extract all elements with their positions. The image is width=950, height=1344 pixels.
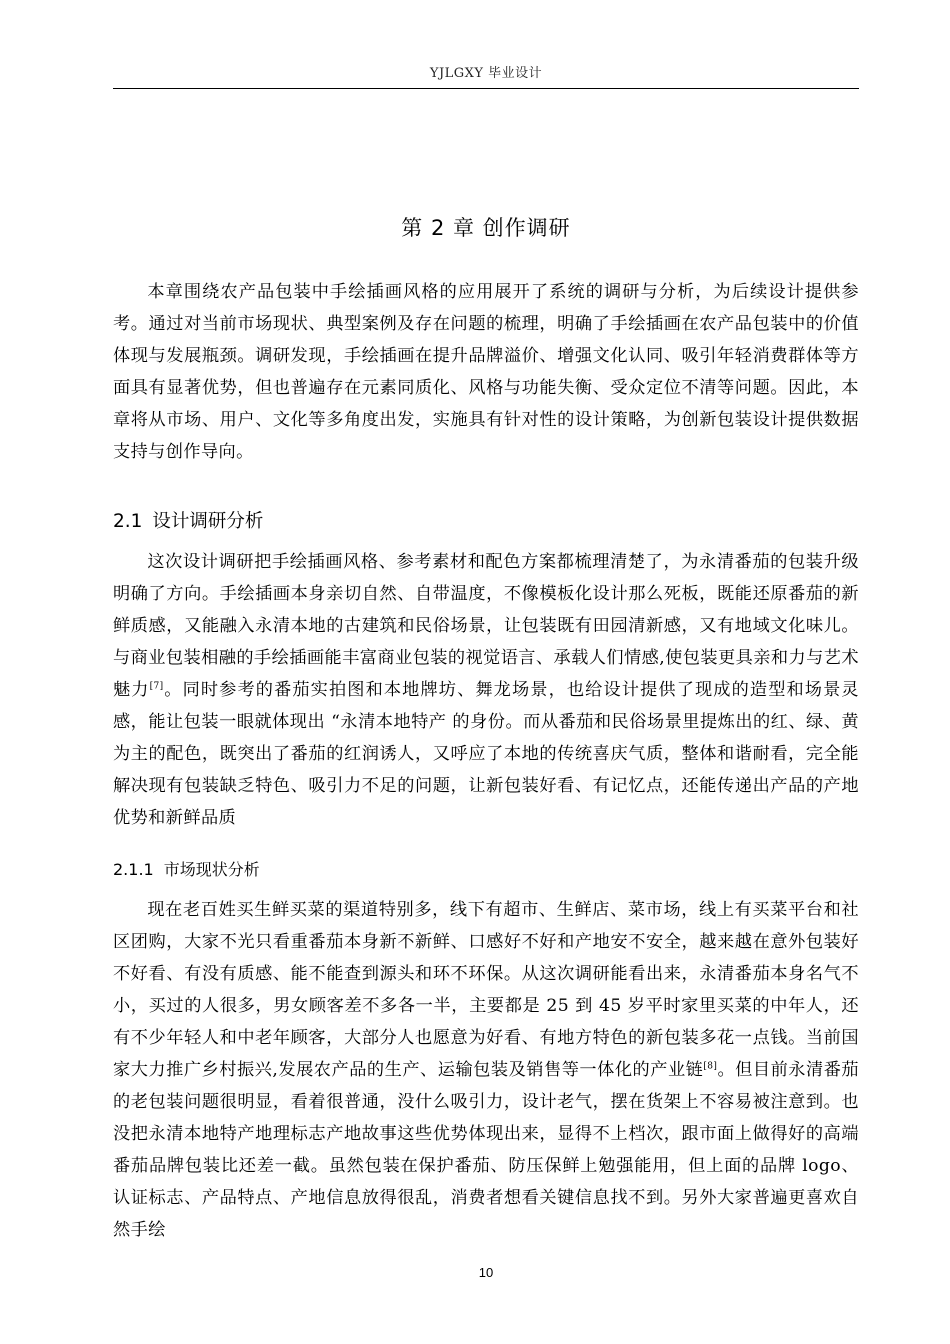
- design-research-paragraph: [113, 546, 859, 834]
- subsection-title: 市场现状分析: [163, 860, 260, 879]
- running-header: YJLGXY 毕业设计: [429, 66, 543, 81]
- paragraph-text: 现在老百姓买生鲜买菜的渠道特别多，线下有超市、生鲜店、菜市场，线上有买菜平台和社区团购，大家不光只看重番茄本身新不新鲜、口感好不好和产地安不安全，越来越在意外包装好不好看、有没有质感、能不能查到源头和环不环保。从这次调研能看出来，永清番茄本身名气不小，买过的人很多，男女顾客差不多各一半，主要都是 25 到 45 岁平时家里买菜的中年人，还有不少年轻人和中老年顾客，大部分人也愿意为好看、有地方特色的新包装多花一点钱。当前国家大力推广乡村振兴,发展农产品的生产、运输包装及销售等一体化的产业链: [113, 900, 859, 1080]
- section-heading-2-1: [113, 507, 263, 533]
- section-heading-2-1-1: [113, 857, 260, 880]
- page-number: 10: [478, 1265, 494, 1280]
- citation-mark: [8]: [703, 1061, 718, 1072]
- header-divider: [113, 88, 859, 89]
- citation-mark: [7]: [149, 681, 164, 692]
- chapter-title: 第 2 章 创作调研: [401, 216, 571, 240]
- paragraph-text: 这次设计调研把手绘插画风格、参考素材和配色方案都梳理清楚了，为永清番茄的包装升级明确了方向。手绘插画本身亲切自然、自带温度，不像模板化设计那么死板，既能还原番茄的新鲜质感，又能融入永清本地的古建筑和民俗场景，让包装既有田园清新感，又有地域文化味儿。与商业包装相融的手绘插画能丰富商业包装的视觉语言、承载人们情感,使包装更具亲和力与艺术魅力: [113, 552, 859, 700]
- intro-paragraph: 本章围绕农产品包装中手绘插画风格的应用展开了系统的调研与分析，为后续设计提供参考。通过对当前市场现状、典型案例及存在问题的梳理，明确了手绘插画在农产品包装中的价值体现与发展瓶颈。调研发现，手绘插画在提升品牌溢价、增强文化认同、吸引年轻消费群体等方面具有显著优势，但也普遍存在元素同质化、风格与功能失衡、受众定位不清等问题。因此，本章将从市场、用户、文化等多角度出发，实施具有针对性的设计策略，为创新包装设计提供数据支持与创作导向。: [113, 282, 859, 462]
- market-analysis-paragraph: [113, 894, 859, 1246]
- subsection-number: 2.1.1: [113, 860, 154, 879]
- section-title: 设计调研分析: [152, 511, 264, 532]
- section-number: 2.1: [113, 511, 143, 532]
- paragraph-text: 。但目前永清番茄的老包装问题很明显，看着很普通，没什么吸引力，设计老气，摆在货架上不容易被注意到。也没把永清本地特产地理标志产地故事这些优势体现出来，显得不上档次，跟市面上做得好的高端番茄品牌包装比还差一截。虽然包装在保护番茄、防压保鲜上勉强能用，但上面的品牌 logo、认证标志、产品特点、产地信息放得很乱，消费者想看关键信息找不到。另外大家普遍更喜欢自然手绘: [113, 1060, 859, 1240]
- paragraph-text: 。同时参考的番茄实拍图和本地牌坊、舞龙场景，也给设计提供了现成的造型和场景灵感，能让包装一眼就体现出 “永清本地特产 的身份。而从番茄和民俗场景里提炼出的红、绿、黄为主的配色，既突出了番茄的红润诱人，又呼应了本地的传统喜庆气质，整体和谐耐看，完全能解决现有包装缺乏特色、吸引力不足的问题，让新包装好看、有记忆点，还能传递出产品的产地优势和新鲜品质: [113, 680, 859, 828]
